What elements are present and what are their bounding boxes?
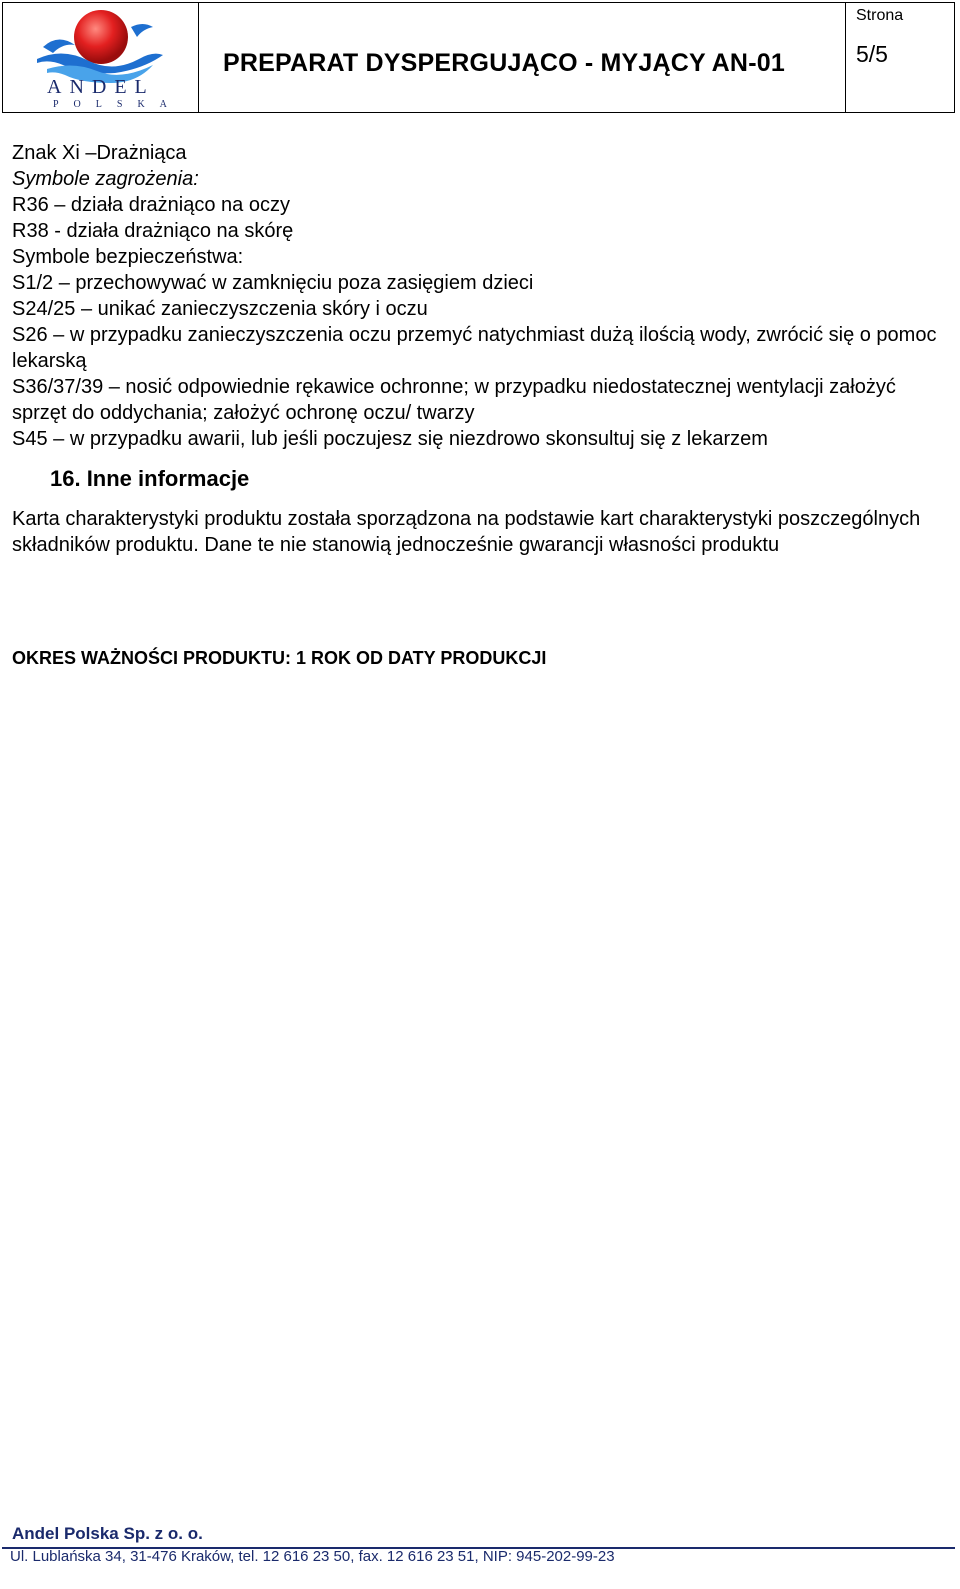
safety-symbols-heading: Symbole bezpieczeństwa: xyxy=(12,246,244,268)
safety-phrase-s36-37-39: S36/37/39 – nosić odpowiednie rękawice ochronne; w przypadku niedostatecznej wentylacji założyć sprzęt do oddychania; założyć ochronę oczu/ twarzy xyxy=(12,376,896,424)
safety-phrase-s24-25: S24/25 – unikać zanieczyszczenia skóry i oczu xyxy=(12,298,428,320)
document-header xyxy=(2,2,955,113)
risk-phrase-r38: R38 - działa drażniąco na skórę xyxy=(12,220,294,242)
page-label: Strona xyxy=(856,7,904,24)
safety-phrase-s26: S26 – w przypadku zanieczyszczenia oczu przemyć natychmiast dużą ilością wody, zwrócić się o pomoc lekarską xyxy=(12,324,937,372)
title-area xyxy=(199,3,846,112)
page-number: 5/5 xyxy=(856,41,888,67)
safety-phrase-s1-2: S1/2 – przechowywać w zamknięciu poza zasięgiem dzieci xyxy=(12,272,534,294)
logo-area xyxy=(3,3,199,112)
hazard-symbols-heading: Symbole zagrożenia: xyxy=(12,168,199,190)
risk-phrase-r36: R36 – działa drażniąco na oczy xyxy=(12,194,290,216)
hazard-sign: Znak Xi –Drażniąca xyxy=(12,142,187,164)
page-indicator xyxy=(846,3,954,112)
product-validity: OKRES WAŻNOŚCI PRODUKTU: 1 ROK OD DATY PRODUKCJI xyxy=(12,648,547,668)
footer-address: Ul. Lublańska 34, 31-476 Kraków, tel. 12 616 23 50, fax. 12 616 23 51, NIP: 945-202-99-23 xyxy=(10,1548,615,1565)
logo-subtext: POLSKA xyxy=(53,99,182,110)
section-16-text: Karta charakterystyki produktu została sporządzona na podstawie kart charakterystyki poszczególnych składników produktu. Dane te nie stanowią jednocześnie gwarancji własności produktu xyxy=(12,508,921,556)
logo-wordmark: ANDEL xyxy=(47,76,155,98)
document-body xyxy=(12,140,942,558)
footer-company: Andel Polska Sp. z o. o. xyxy=(12,1524,203,1543)
document-title: PREPARAT DYSPERGUJĄCO - MYJĄCY AN-01 xyxy=(223,49,785,77)
section-16-heading: 16. Inne informacje xyxy=(50,466,250,491)
safety-phrase-s45: S45 – w przypadku awarii, lub jeśli poczujesz się niezdrowo skonsultuj się z lekarzem xyxy=(12,428,768,450)
